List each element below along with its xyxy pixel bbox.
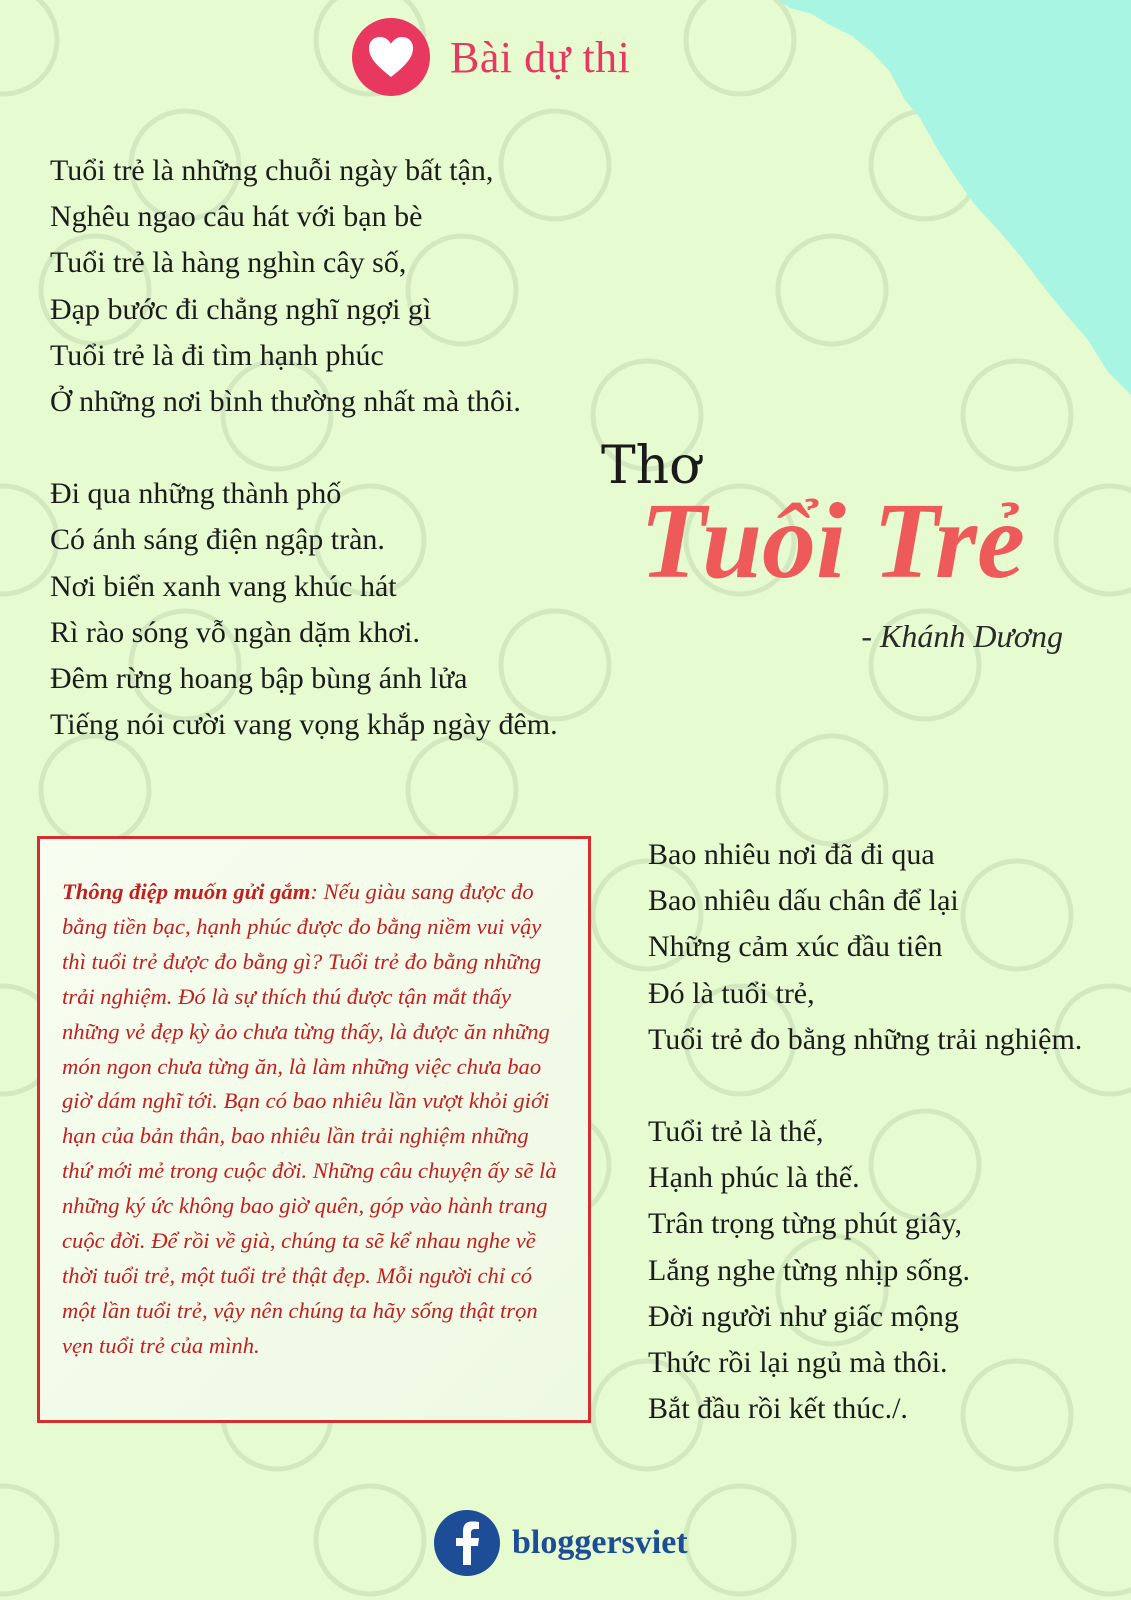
poem-right <box>648 832 1082 1432</box>
poem-line: Tuổi trẻ là những chuỗi ngày bất tận, <box>50 154 494 187</box>
poem-line: Trân trọng từng phút giây, <box>648 1207 963 1241</box>
facebook-icon[interactable] <box>434 1510 500 1576</box>
poem-line: Đời người như giấc mộng <box>648 1299 959 1333</box>
poem-line: Lắng nghe từng nhịp sống. <box>648 1253 971 1287</box>
poem-line: Tuổi trẻ đo bằng những trải nghiệm. <box>648 1022 1083 1056</box>
poem-line: Tiếng nói cười vang vọng khắp ngày đêm. <box>50 708 558 742</box>
stanza-gap <box>648 1063 1082 1109</box>
poem-line: Tuổi trẻ là thế, <box>648 1115 824 1149</box>
poem-line: Những cảm xúc đầu tiên <box>648 930 943 964</box>
footer <box>434 1510 688 1576</box>
footer-page-name[interactable]: bloggersviet <box>512 1524 688 1561</box>
message-text <box>62 875 564 1364</box>
poem-line: Đó là tuổi trẻ, <box>648 976 815 1010</box>
poem-line: Nơi biển xanh vang khúc hát <box>50 569 397 603</box>
poem-line: Đạp bước đi chẳng nghĩ ngợi gì <box>50 292 432 326</box>
poem-kicker: Thơ <box>601 436 701 496</box>
poem-line: Bao nhiêu nơi đã đi qua <box>648 838 935 871</box>
poem-line: Bao nhiêu dấu chân để lại <box>648 884 959 918</box>
message-box <box>37 836 591 1423</box>
header <box>352 16 630 98</box>
poem-title: Tuổi Trẻ <box>640 482 1025 601</box>
poem-line: Thức rồi lại ngủ mà thôi. <box>648 1346 948 1380</box>
poem-line: Rì rào sóng vỗ ngàn dặm khơi. <box>50 615 420 649</box>
poem-line: Có ánh sáng điện ngập tràn. <box>50 523 385 557</box>
message-body: : Nếu giàu sang được đo bằng tiền bạc, hạnh phúc được đo bằng niềm vui vậy thì tuổi trẻ được đo bằng gì? Tuổi trẻ đo bằng những trải nghiệm. Đó là sự thích thú được tận mắt thấy những vẻ đẹp kỳ ảo chưa từng thấy, là được ăn những món ngon chưa từng ăn, là làm những việc chưa bao giờ dám nghĩ tới. Bạn có bao nhiêu lần vượt khỏi giới hạn của bản thân, bao nhiêu lần trải nghiệm những thứ mới mẻ trong cuộc đời. Những câu chuyện ấy sẽ là những ký ức không bao giờ quên, góp vào hành trang cuộc đời. Để rồi về già, chúng ta sẽ kể nhau nghe về thời tuổi trẻ, một tuổi trẻ thật đẹp. Mỗi người chỉ có một lần tuổi trẻ, vậy nên chúng ta hãy sống thật trọn vẹn tuổi trẻ của mình. <box>62 879 557 1358</box>
poem-line: Ở những nơi bình thường nhất mà thôi. <box>50 385 521 419</box>
poem-line: Đi qua những thành phố <box>50 477 342 511</box>
poem-author: - Khánh Dương <box>861 618 1063 654</box>
message-label: Thông điệp muốn gửi gắm <box>62 879 311 904</box>
poem-line: Tuổi trẻ là hàng nghìn cây số, <box>50 246 407 280</box>
poem-line: Nghêu ngao câu hát với bạn bè <box>50 200 423 234</box>
poem-line: Đêm rừng hoang bập bùng ánh lửa <box>50 662 468 696</box>
poem-line: Hạnh phúc là thế. <box>648 1161 860 1195</box>
header-title: Bài dự thi <box>450 32 631 82</box>
stanza-gap <box>50 425 558 471</box>
poem-line: Bắt đầu rồi kết thúc./. <box>648 1392 908 1426</box>
poem-line: Tuổi trẻ là đi tìm hạnh phúc <box>50 338 384 372</box>
heart-icon <box>352 18 430 96</box>
poem-left <box>50 148 558 748</box>
